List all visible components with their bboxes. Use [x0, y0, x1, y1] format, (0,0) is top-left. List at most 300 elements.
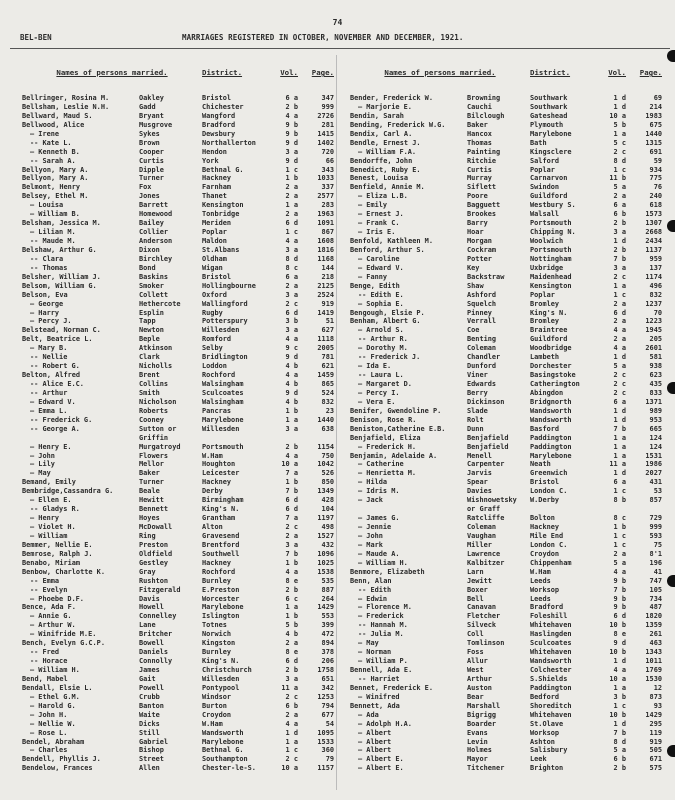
- table-row: [350, 326, 670, 335]
- volume: 2 b: [285, 102, 298, 111]
- volume: 2 a: [613, 549, 626, 558]
- page: 865: [321, 380, 334, 388]
- entry-name: Beniston,Catherine E.B.: [350, 424, 446, 433]
- entry-name: Bennell, Ada E.: [350, 666, 413, 674]
- entry-name: — Ada: [358, 710, 379, 719]
- entry-name: -- Frederick J.: [358, 353, 421, 362]
- entry-name: Bender, Frederick W.: [350, 94, 433, 102]
- entry-name: Belstead, Norman C.: [22, 326, 101, 335]
- spouse-surname: Bowell: [139, 639, 164, 648]
- entry-name: -- Robert G.: [30, 362, 80, 371]
- entry-name: Belton, Alfred: [22, 371, 81, 380]
- district: Bath: [530, 138, 547, 147]
- district: Chipping N.: [530, 228, 576, 237]
- table-row: [350, 514, 670, 523]
- volume: 2 b: [285, 442, 298, 451]
- spouse-surname: Benjafield: [467, 433, 509, 442]
- volume: 2 a: [285, 192, 298, 201]
- volume: 2 a: [613, 317, 626, 326]
- volume: 2 c: [613, 272, 626, 281]
- table-row: [22, 183, 342, 192]
- page: 729: [649, 514, 662, 523]
- page: 1359: [645, 621, 662, 630]
- page: 432: [321, 540, 334, 549]
- page: 104: [321, 505, 334, 514]
- volume: 6 b: [613, 210, 626, 219]
- spouse-surname: Allur: [467, 657, 488, 666]
- table-row: [22, 675, 342, 684]
- district: Farnham: [202, 183, 232, 192]
- table-row: [22, 264, 342, 273]
- entry-name: — William F.A.: [358, 147, 417, 156]
- volume: 9 b: [613, 603, 626, 612]
- district: Portsmouth: [202, 442, 244, 451]
- volume: 3 a: [613, 263, 626, 272]
- page: 428: [321, 496, 334, 505]
- spouse-surname: Hoar: [467, 228, 484, 237]
- volume: 4 a: [285, 451, 298, 460]
- district: Leicester: [202, 469, 240, 478]
- entry-name: — May: [30, 469, 51, 478]
- volume: 7 b: [613, 728, 626, 737]
- district: Bedford: [530, 692, 560, 701]
- entry-name: -- Kate L.: [30, 138, 72, 147]
- volume: 6 d: [285, 657, 298, 666]
- table-row: [22, 657, 342, 666]
- spouse-surname: Murgatroyd: [139, 442, 181, 451]
- district: Foleshill: [530, 612, 568, 621]
- entry-name: — Violet H.: [30, 523, 76, 531]
- volume: 1 c: [613, 540, 626, 549]
- spouse-surname: Gestley: [139, 558, 169, 567]
- page: 1315: [645, 138, 662, 147]
- page: 119: [649, 728, 662, 737]
- table-row: [350, 532, 670, 541]
- page: 1983: [645, 111, 662, 120]
- volume: 2 c: [285, 299, 298, 308]
- entry-name: -- Harriet: [358, 674, 400, 683]
- entry-name: Belsher, William J.: [22, 272, 101, 281]
- entry-name: — Vera E.: [358, 397, 396, 406]
- spouse-surname: Cockram: [467, 245, 497, 254]
- table-row: [22, 595, 342, 604]
- spouse-surname: Coe: [467, 326, 480, 335]
- table-row: [350, 523, 670, 532]
- entry-name: — Frederick: [358, 612, 404, 621]
- volume: 2 a: [285, 210, 298, 219]
- volume: 2 a: [613, 335, 626, 344]
- volume: 4 b: [285, 362, 298, 371]
- district: Wandsworth: [530, 657, 572, 666]
- volume: 8 c: [613, 514, 626, 523]
- page: 1538: [317, 567, 334, 576]
- volume: 4 a: [613, 344, 626, 353]
- page: 205: [649, 335, 662, 344]
- volume: 6 d: [285, 496, 298, 505]
- volume: 5 a: [613, 558, 626, 567]
- entry-name: Bendle, Ernest J.: [350, 138, 421, 147]
- district: King's N.: [202, 505, 240, 514]
- spouse-surname: Dunn: [467, 424, 484, 433]
- table-row: [22, 684, 342, 693]
- volume: 3 a: [285, 674, 298, 683]
- table-row: [22, 460, 342, 469]
- volume: 5 b: [285, 621, 298, 630]
- entry-name: Bellyon, Mary A.: [22, 174, 89, 183]
- page: 2668: [645, 228, 662, 237]
- district: Loddon: [202, 362, 227, 371]
- page: 487: [649, 603, 662, 612]
- column-header: [350, 68, 670, 82]
- table-row: [22, 603, 342, 612]
- table-row: [22, 389, 342, 398]
- page: 54: [325, 719, 334, 728]
- entry-name: — Mark: [358, 540, 383, 549]
- district: London C.: [530, 487, 568, 496]
- table-row: [350, 443, 670, 452]
- table-row: [22, 353, 342, 362]
- entry-name: — Marjorie E.: [358, 102, 412, 111]
- spouse-surname: Mayor: [467, 755, 488, 764]
- entry-name: -- Clara: [30, 254, 64, 263]
- district: Portsmouth: [530, 219, 572, 228]
- spouse-surname: Dixon: [139, 245, 160, 254]
- spouse-surname: Britcher: [139, 630, 173, 639]
- spouse-surname: Still: [139, 728, 160, 737]
- table-row: [22, 300, 342, 309]
- volume: 8 d: [613, 737, 626, 746]
- district: Worksop: [530, 728, 560, 737]
- volume: 3 a: [613, 228, 626, 237]
- spouse-surname: Bennett: [139, 505, 169, 514]
- entry-name: -- Maude M.: [30, 237, 76, 245]
- page: 691: [649, 147, 662, 156]
- spouse-surname: Smoker: [139, 281, 164, 290]
- entry-name: Benham, Albert G.: [350, 317, 421, 326]
- spouse-surname: Fox: [139, 183, 152, 192]
- page: 999: [649, 523, 662, 531]
- district: Whitehaven: [530, 621, 572, 630]
- table-row: [22, 586, 342, 595]
- page: 342: [321, 683, 334, 692]
- district: Pancras: [202, 406, 232, 415]
- district: Bristol: [202, 272, 232, 281]
- volume: 10 b: [609, 710, 626, 719]
- volume: 1 d: [613, 406, 626, 415]
- table-row: [22, 335, 342, 344]
- volume: 2 b: [613, 245, 626, 254]
- entry-name: — Harry: [30, 308, 60, 317]
- spouse-surname: Preston: [139, 540, 169, 549]
- entry-name: Benedict, Ruby E.: [350, 165, 421, 174]
- table-row: [350, 121, 670, 130]
- spouse-surname: Coleman: [467, 523, 497, 531]
- page: 524: [321, 388, 334, 397]
- district: Basingstoke: [530, 371, 576, 380]
- entry-name: Bendorffe, John: [350, 156, 413, 165]
- volume: 1 d: [613, 469, 626, 478]
- volume: 10 b: [609, 648, 626, 657]
- entry-name: — Henrietta M.: [358, 469, 417, 478]
- column-header: [22, 68, 342, 82]
- district: King's N.: [202, 657, 240, 666]
- spouse-surname: Bailey: [139, 219, 164, 228]
- page: 873: [649, 692, 662, 701]
- entry-name: — Jennie: [358, 523, 392, 531]
- spouse-surname: Coll: [467, 630, 484, 639]
- district: Marylebone: [202, 737, 244, 746]
- page: 261: [649, 630, 662, 639]
- page: 399: [321, 621, 334, 630]
- entry-name: — Irene: [30, 129, 60, 138]
- page: 218: [321, 272, 334, 281]
- header-names: Names of persons married.: [384, 68, 496, 77]
- district: St.Olave: [530, 719, 564, 728]
- page: 1573: [645, 210, 662, 219]
- spouse-surname: Newton: [139, 326, 164, 335]
- page: 734: [649, 594, 662, 603]
- table-row: [22, 630, 342, 639]
- volume: 2 a: [285, 281, 298, 290]
- table-row: [350, 621, 670, 630]
- page: 2577: [317, 192, 334, 201]
- page: 618: [649, 201, 662, 210]
- spouse-surname: Slade: [467, 406, 488, 415]
- entry-name: — Eliza L.B.: [358, 192, 408, 201]
- entry-name: Benford, Arthur S.: [350, 245, 425, 254]
- entry-name: — Edward V.: [30, 397, 76, 406]
- spouse-surname: Dipple: [139, 165, 164, 174]
- page: 2434: [645, 237, 662, 245]
- table-row: [350, 192, 670, 201]
- volume: 2 a: [285, 531, 298, 540]
- volume: 2 b: [613, 219, 626, 228]
- spouse-surname: Brookes: [467, 210, 497, 219]
- table-row: [350, 353, 670, 362]
- entry-name: Bendix, Carl A.: [350, 129, 413, 138]
- district: Thanet: [202, 192, 227, 201]
- entry-name: — William H.: [30, 666, 80, 674]
- entry-name: [22, 434, 139, 443]
- entry-name: — Sophia E.: [358, 299, 404, 308]
- entry-name: -- Julia M.: [358, 630, 404, 639]
- volume: 11 b: [609, 174, 626, 183]
- page: 76: [653, 183, 662, 192]
- table-row: [350, 738, 670, 747]
- entry-name: Belshaw, Arthur G.: [22, 245, 97, 254]
- page: 2524: [317, 290, 334, 299]
- table-row: [350, 612, 670, 621]
- volume: 2 a: [285, 639, 298, 648]
- spouse-surname: Oldfield: [139, 549, 173, 558]
- district: Brentford: [202, 540, 240, 549]
- volume: 4 b: [285, 380, 298, 388]
- table-row: [22, 702, 342, 711]
- spouse-surname: Boxer: [467, 585, 488, 594]
- spouse-surname: Brown: [139, 138, 160, 147]
- district: Wandsworth: [530, 406, 572, 415]
- table-row: [22, 103, 342, 112]
- volume: 1 a: [613, 433, 626, 442]
- entry-name: — Frank C.: [358, 219, 400, 228]
- page: 431: [649, 478, 662, 487]
- table-row: [350, 282, 670, 291]
- entry-name: — May: [358, 639, 379, 648]
- volume: 1 b: [285, 174, 298, 183]
- district: Paddington: [530, 442, 572, 451]
- spouse-surname: Carpenter: [467, 460, 505, 469]
- entry-name: — Henry E.: [30, 442, 72, 451]
- volume: 3 a: [285, 245, 298, 254]
- page: 621: [321, 362, 334, 371]
- spouse-surname: Griffin: [139, 433, 169, 442]
- spouse-surname: Banton: [139, 701, 164, 710]
- volume: 1 a: [285, 603, 298, 612]
- table-row: [350, 541, 670, 550]
- spouse-surname: Holmes: [467, 746, 492, 755]
- spouse-surname: Verrall: [467, 317, 497, 326]
- district: Totnes: [202, 621, 227, 630]
- volume: 2 a: [285, 183, 298, 192]
- volume: 4 a: [285, 567, 298, 576]
- entry-name: — James G.: [358, 514, 400, 523]
- entry-name: — Albert E.: [358, 755, 404, 764]
- entry-name: Benge, Edith: [350, 281, 400, 290]
- spouse-surname: Birchley: [139, 254, 173, 263]
- spouse-surname: Dickinson: [467, 397, 505, 406]
- table-row: [22, 505, 342, 514]
- page: 1429: [645, 710, 662, 719]
- table-row: [350, 648, 670, 657]
- page: 1157: [317, 764, 334, 773]
- spouse-surname: Boarder: [467, 719, 497, 728]
- entry-name: — Annie G.: [30, 612, 72, 621]
- page: 651: [321, 674, 334, 683]
- entry-name: Bendin, Sarah: [350, 111, 404, 120]
- page: 41: [653, 567, 662, 576]
- spouse-surname: Baskins: [139, 272, 169, 281]
- entry-name: — Charles: [30, 746, 68, 755]
- spouse-surname: Morgan: [467, 237, 492, 245]
- page: 124: [649, 433, 662, 442]
- page: 1011: [645, 657, 662, 666]
- table-row: [350, 586, 670, 595]
- table-row: [22, 425, 342, 434]
- table-row: [350, 174, 670, 183]
- entry-name: Bendel, Abraham: [22, 737, 85, 746]
- table-row: [350, 228, 670, 237]
- entry-name: Belson, Eva: [22, 290, 68, 299]
- volume: 6 a: [613, 397, 626, 406]
- table-row: [350, 380, 670, 389]
- entry-name: Belsom, William G.: [22, 281, 97, 290]
- table-row: [22, 487, 342, 496]
- entry-name: Bending, Frederick W.G.: [350, 120, 446, 129]
- table-row: [350, 344, 670, 353]
- table-row: [350, 94, 670, 103]
- entry-name: — Mary B.: [30, 344, 68, 353]
- page: 934: [649, 165, 662, 174]
- entry-list: [22, 94, 342, 773]
- page: 93: [653, 701, 662, 710]
- entry-name: — Emma L.: [30, 406, 68, 415]
- spouse-surname: Miller: [467, 540, 492, 549]
- district: Guildford: [530, 335, 568, 344]
- table-row: [22, 469, 342, 478]
- spouse-surname: Tomlinson: [467, 639, 505, 648]
- table-row: [22, 693, 342, 702]
- page: 575: [649, 764, 662, 773]
- entry-name: -- Edith E.: [358, 290, 404, 299]
- spouse-surname: Menell: [467, 451, 492, 460]
- spouse-surname: Cauchi: [467, 102, 492, 111]
- spouse-surname: Hethercote: [139, 299, 181, 308]
- entry-name: Belmont, Henry: [22, 183, 81, 192]
- district: Wigan: [202, 263, 223, 272]
- left-column: [22, 68, 342, 773]
- table-row: [350, 371, 670, 380]
- volume: 5 b: [613, 120, 626, 129]
- spouse-surname: Collett: [139, 290, 169, 299]
- entry-name: — John H.: [30, 710, 68, 719]
- entry-name: — William B.: [30, 210, 80, 219]
- entry-name: -- Arthur: [30, 388, 68, 397]
- spouse-surname: Benjafield: [467, 442, 509, 451]
- district: Southwark: [530, 102, 568, 111]
- entry-name: — John: [358, 531, 383, 540]
- district: Walsingham: [202, 380, 244, 388]
- spouse-surname: Davis: [139, 594, 160, 603]
- district: Hackney: [530, 523, 560, 531]
- page: 750: [321, 451, 334, 460]
- entry-name: — Ernest J.: [358, 210, 404, 219]
- entry-name: Bennet, Frederick E.: [350, 683, 433, 692]
- entry-name: — Lily: [30, 460, 55, 469]
- table-row: [22, 648, 342, 657]
- district: Hackney: [202, 174, 232, 183]
- spouse-surname: Thomas: [467, 138, 492, 147]
- volume: 1 c: [613, 531, 626, 540]
- district: Leek: [530, 755, 547, 764]
- table-row: [350, 729, 670, 738]
- spouse-surname: Barrett: [139, 201, 169, 210]
- district: Shoreditch: [530, 701, 572, 710]
- spouse-surname: Murray: [467, 174, 492, 183]
- district: Abingdon: [530, 388, 564, 397]
- table-row: [350, 183, 670, 192]
- table-row: [22, 666, 342, 675]
- volume: 4 a: [285, 237, 298, 245]
- table-row: [350, 166, 670, 175]
- volume: 6 b: [613, 755, 626, 764]
- spouse-surname: Turner: [139, 478, 164, 487]
- district: Mile End: [530, 531, 564, 540]
- volume: 1 c: [613, 165, 626, 174]
- volume: 9 d: [285, 353, 298, 362]
- entry-name: Bence, Ada F.: [22, 603, 76, 612]
- table-row: [22, 612, 342, 621]
- page: 850: [321, 478, 334, 487]
- page: 675: [649, 120, 662, 129]
- table-row: [350, 720, 670, 729]
- page: 283: [321, 201, 334, 210]
- volume: 10 b: [609, 621, 626, 630]
- header-page: Page.: [639, 68, 662, 77]
- volume: 1 b: [285, 612, 298, 621]
- table-row: [22, 559, 342, 568]
- page: 623: [649, 371, 662, 380]
- volume: 5 a: [613, 183, 626, 192]
